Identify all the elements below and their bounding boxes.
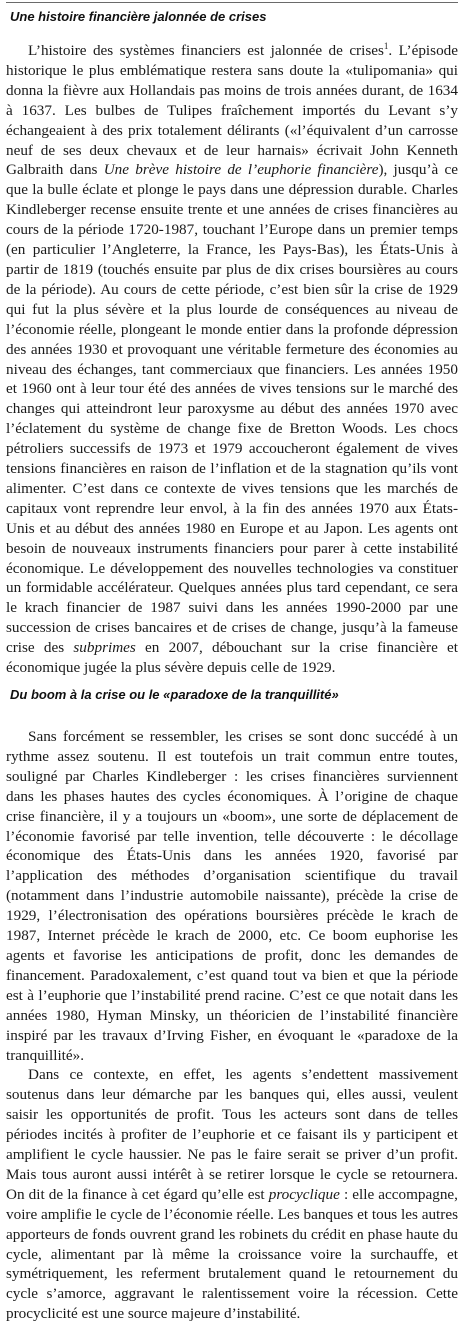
text-run: ), jusqu’à ce que la bulle éclate et plonge le pays dans une dépression durable. Charles Kindleberger recense ensuite trente et une années de crises financières au cours de la période 1720-1987, touchant l’Europe dans un premier temps (en particulier l’Angleterre, la France, les Pays-Bas), les États-Unis à partir de 1819 (touchés ensuite par plus de dix crises boursières au cours de la période). Au cours de cette période, c’est bien sûr la crise de 1929 qui fut la plus sévère et la plus lourde de conséquences au niveau de l’économie réelle, plongeant le monde entier dans la profonde dépression des années 1930 et provoquant une véritable fermeture des économies au niveau des échanges, tant commerciaux que financiers. Les années 1950 et 1960 ont à leur tour été des années de vives tensions sur le marché des changes qui atteindront leur paroxysme au début des années 1970 avec l’éclatement du système de change fixe de Bretton Woods. Les chocs pétroliers successifs de 1973 et 1979 accoucheront également de vives tensions financières en raison de l’inflation et de la stagnation qu’ils vont alimenter. C’est dans ce contexte de vives tensions que les marchés de capitaux vont reprendre leur envol, à la fin des années 1970 aux États-Unis et au début des années 1980 en Europe et au Japon. Les agents ont besoin de nouveaux instruments financiers pour parer à cette instabilité économique. Le développement des nouvelles technologies va constituer un formidable accélérateur. Quelques années plus tard cependant, ce sera le krach financier de 1987 suivi dans les années 1990-2000 par une succession de crises bancaires et de crises de change, jusqu’à la fameuse crise des xyxy=(6,161,459,657)
paragraph-crises-history xyxy=(6,41,458,678)
paragraph-boom: Sans forcément se ressembler, les crises se sont donc succédé à un rythme assez soutenu. Il est toutefois un trait commun entre toutes, souligné par Charles Kindleberger : les crises financières surviennent dans les phases hautes des cycles économiques. À l’origine de chaque crise financière, il y a toujours un «boom», une sorte de déplacement de l’économie favorisé par telle invention, telle découverte : le décollage économique des États-Unis dans les années 1920, favorisé par l’application des méthodes d’organisation scientifique du travail (notamment dans l’industrie automobile naissante), précède la crise de 1929, l’électronisation des opérations boursières précède le krach de 1987, Internet précède le krach de 2000, etc. Ce boom euphorise les agents et favorise les anticipations de profit, donc les demandes de financement. Paradoxalement, c’est quand tout va bien et que la période est à l’euphorie que l’instabilité prend racine. C’est ce que notait dans les années 1980, Hyman Minsky, un théoricien de l’instabilité financière inspiré par les travaux d’Irving Fisher, en évoquant le «paradoxe de la tranquillité». xyxy=(6,728,458,1064)
book-title: Une brève histoire de l’euphorie financière xyxy=(103,161,379,179)
top-rule xyxy=(6,2,458,3)
text-run: L’histoire des systèmes financiers est jalonnée de crises xyxy=(28,42,384,59)
text-run: . L’épisode historique le plus emblématique restera sans doute la «tulipomania» qui donna la fièvre aux Hollandais pas moins de trois années durant, de 1634 à 1637. Les bulbes de Tulipes fraîchement importés du Levant s’y échangeaient à des prix totalement délirants («l’équivalent d’un carrosse neuf de ses deux chevaux et de leur harnais» écrivait John Kenneth Galbraith dans xyxy=(6,42,458,179)
subprimes-term: subprimes xyxy=(73,639,136,657)
section-heading-crises-history: Une histoire financière jalonnée de crises xyxy=(10,9,267,24)
section-heading-boom-to-crisis: Du boom à la crise ou le «paradoxe de la tranquillité» xyxy=(10,687,339,702)
text-run: : elle accompagne, voire amplifie le cycle de l’économie réelle. Les banques et tous les autres apporteurs de fonds ouvrent grand les robinets du crédit en phase haute du cycle, alimentant par là même la croissance voire la surchauffe, et symétriquement, les referment brutalement quand le retournement du cycle s’amorce, aggravant le ralentissement voire la récession. Cette procyclicité est une source majeure d’instabilité. xyxy=(6,1185,458,1323)
footnote-marker[interactable]: 1 xyxy=(383,40,389,51)
text-run: Dans ce contexte, en effet, les agents s’endettent massivement soutenus dans leur démarche par les banques qui, elles aussi, veulent saisir les opportunités de profit. Tous les acteurs sont dans de telles périodes incités à profiter de l’euphorie et ce faisant ils y participent et amplifient le cycle haussier. Ne pas le faire serait se priver d’un profit. Mais tous auront aussi intérêt à se retirer lorsque le cycle se retournera. On dit de la finance à cet égard qu’elle est xyxy=(6,1066,458,1203)
paragraph-procyclical xyxy=(6,1065,458,1324)
text-run: en 2007, débouchant sur la crise financière et économique jugée la plus sévère depuis celle de 1929. xyxy=(6,639,458,677)
procyclique-term: procyclique xyxy=(268,1185,340,1203)
